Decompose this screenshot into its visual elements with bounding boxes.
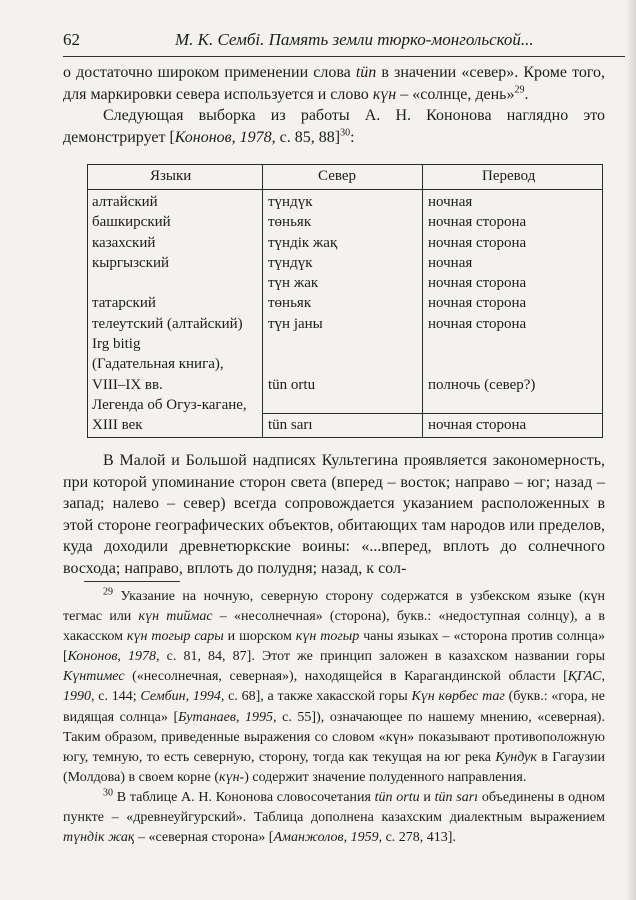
text-run: Бутанаев, 1995, (178, 709, 277, 725)
body-text-bottom (63, 450, 605, 579)
text-run: ҚГАС, 1990, (63, 669, 605, 705)
table-cell: төньяк (268, 214, 312, 231)
text-run: («несолнечная, северная»), находящейся в Карагандинской области [ (124, 669, 568, 685)
table-cell: ночная сторона (428, 295, 527, 312)
footnote-marker: 30 (103, 787, 113, 799)
table-header-languages: Языки (150, 168, 192, 184)
text-run: – «несолнечная» (сторона), букв.: «недоступная солнцу), а в хакасском (63, 609, 605, 645)
text-run: с. 85, 88] (275, 128, 341, 146)
footnote-29 (63, 587, 605, 788)
table-cell (428, 395, 535, 415)
table-cell: кыргызский (92, 254, 170, 271)
footnote-marker: 29 (103, 586, 113, 598)
table-cell: төньяк (268, 295, 312, 312)
table-cell: алтайский (92, 194, 158, 210)
table-cell: ночная сторона (428, 214, 527, 231)
text-run: Күнтимес (63, 669, 125, 685)
text-run: с. 55]), означающее по нашему мнению, «северная). Таким образом, приведенные выражения со словом «күн» показывают противоположную югу, темную, то есть северную, сторону, тогда как текущая на юг река (63, 709, 605, 765)
table-cell: ночная (428, 254, 473, 271)
text-run: и (419, 789, 435, 805)
table-cell: татарский (92, 295, 156, 312)
text-run: Сембин, 1994, (140, 689, 225, 705)
table-cell: Irg bitig (92, 336, 141, 353)
paragraph-intro-table (63, 105, 605, 148)
footnote-30 (63, 788, 605, 848)
text-run: с. 68], а также хакасской горы (224, 689, 412, 705)
table-cell (268, 354, 337, 374)
footnote-marker: 30 (340, 127, 351, 139)
text-run: Күн көрбес таг (411, 689, 505, 705)
text-run: күн (372, 85, 397, 103)
table-cell: (Гадательная книга), (92, 356, 224, 373)
table-cell: түн jаны (268, 315, 323, 332)
table-cell (428, 334, 535, 354)
text-run: объединены в одном пункте – «древнеуйгурский». Таблица дополнена казахским диалектным выражением (63, 789, 605, 826)
paragraph-kultegin (63, 450, 605, 579)
table-cell: түндік жақ (268, 234, 338, 251)
page-number: 62 (63, 30, 80, 49)
text-run: с. 278, 413]. (382, 830, 456, 846)
running-title: М. К. Сембi. Память земли тюрко-монгольской... (175, 30, 534, 49)
text-run: Следующая выборка из работы А. Н. Кононова наглядно это демонстрирует [ (63, 107, 605, 146)
table-cell: ночная сторона (428, 234, 527, 251)
table-cell: XIII век (92, 417, 143, 434)
text-run: күн тогыр сары (126, 629, 224, 645)
table-cell: түндүк (268, 194, 313, 210)
text-run: күн тиймас (138, 609, 213, 625)
text-run: и шорском (223, 629, 296, 645)
text-run: Кундук (495, 749, 537, 765)
table-cell: ночная сторона (428, 315, 527, 332)
table-cell (268, 334, 337, 354)
text-run: Кононов, 1978, (67, 649, 160, 665)
text-run: в Гагаузии (Молдова) в своем корне ( (63, 749, 605, 785)
text-run: . (524, 85, 529, 103)
table-cell: tün sarı (268, 417, 313, 434)
table-cell: түндүк (268, 254, 313, 271)
text-run: с. 81, 84, 87]. Этот же принцип заложен в казахском названии горы (159, 649, 605, 665)
table-column-languages (92, 192, 247, 436)
table-cell: башкирский (92, 214, 171, 231)
text-run: с. 144; (94, 689, 141, 705)
text-run: Кононов, 1978, (174, 128, 276, 146)
text-run: : (350, 128, 355, 146)
table-cell: ночная (428, 194, 473, 210)
table-header-translation: Перевод (482, 168, 536, 184)
text-run: tün sarı (434, 789, 479, 805)
table-column-north (268, 192, 337, 436)
table-cell: түн жак (268, 275, 319, 292)
text-run: Указание на ночную, северную сторону содержатся в узбекском языке (күн тегмас или (63, 589, 605, 625)
text-run: түндік жақ (63, 830, 135, 846)
footnote-rule (84, 581, 180, 582)
body-text-top (63, 62, 605, 148)
text-run: чаны языках – «сторона против солнца» [ (63, 629, 605, 665)
table-cell: Легенда об Огуз-кагане, (92, 396, 247, 413)
table-cell: ночная сторона (428, 417, 527, 434)
text-run: ) содержит значение полуденного направления. (244, 769, 527, 785)
text-run: В Малой и Большой надписях Культегина проявляется закономерность, при которой упоминание сторон света (вперед – восток; направо – юг; назад – запад; налево – север) всегда сопровождается указанием расположенных в этой стороне географических объектов, обитающих там народов или пределов, куда доходили древнетюркские воины: «...вперед, вплоть до солнечного восхода; направо, вплоть до полудня; назад, к сол- (63, 452, 605, 577)
text-run: Аманжолов, 1959, (273, 830, 383, 846)
text-run: күн тогыр (295, 629, 360, 645)
table-cell: ночная сторона (428, 275, 527, 292)
table-column-translation (428, 192, 535, 436)
comparison-table (87, 164, 603, 438)
text-run: о достаточно широком применении слова (63, 64, 356, 81)
table-cell (428, 354, 535, 374)
table-cell: VIII–IX вв. (92, 376, 163, 393)
text-run: в значении «север». Кроме того, для маркировки севера используется и слово (63, 64, 606, 103)
footnote-marker: 29 (514, 84, 525, 96)
text-run: – «солнце, день» (396, 85, 515, 103)
table-cell: tün ortu (268, 376, 316, 393)
table-column-divider (262, 165, 263, 437)
text-run: (букв.: «гора, не видящая солнца» [ (63, 689, 605, 725)
footnotes (63, 587, 605, 848)
text-run: tün (355, 64, 377, 81)
text-run: В таблице А. Н. Кононова словосочетания (113, 789, 375, 805)
header-rule (63, 56, 625, 57)
table-cell (268, 395, 337, 415)
table-cell: казахский (92, 234, 156, 251)
table-cell: телеутский (алтайский) (92, 315, 243, 332)
table-column-divider (422, 165, 423, 437)
text-run: tün ortu (374, 789, 420, 805)
table-cell: полночь (север?) (428, 376, 536, 393)
text-run: – «северная сторона» [ (134, 830, 274, 846)
page-edge-shadow (626, 0, 636, 900)
table-cell (92, 273, 247, 293)
text-run: күн- (219, 769, 245, 785)
paragraph-continuation (63, 62, 605, 105)
table-header-north: Север (318, 168, 356, 184)
